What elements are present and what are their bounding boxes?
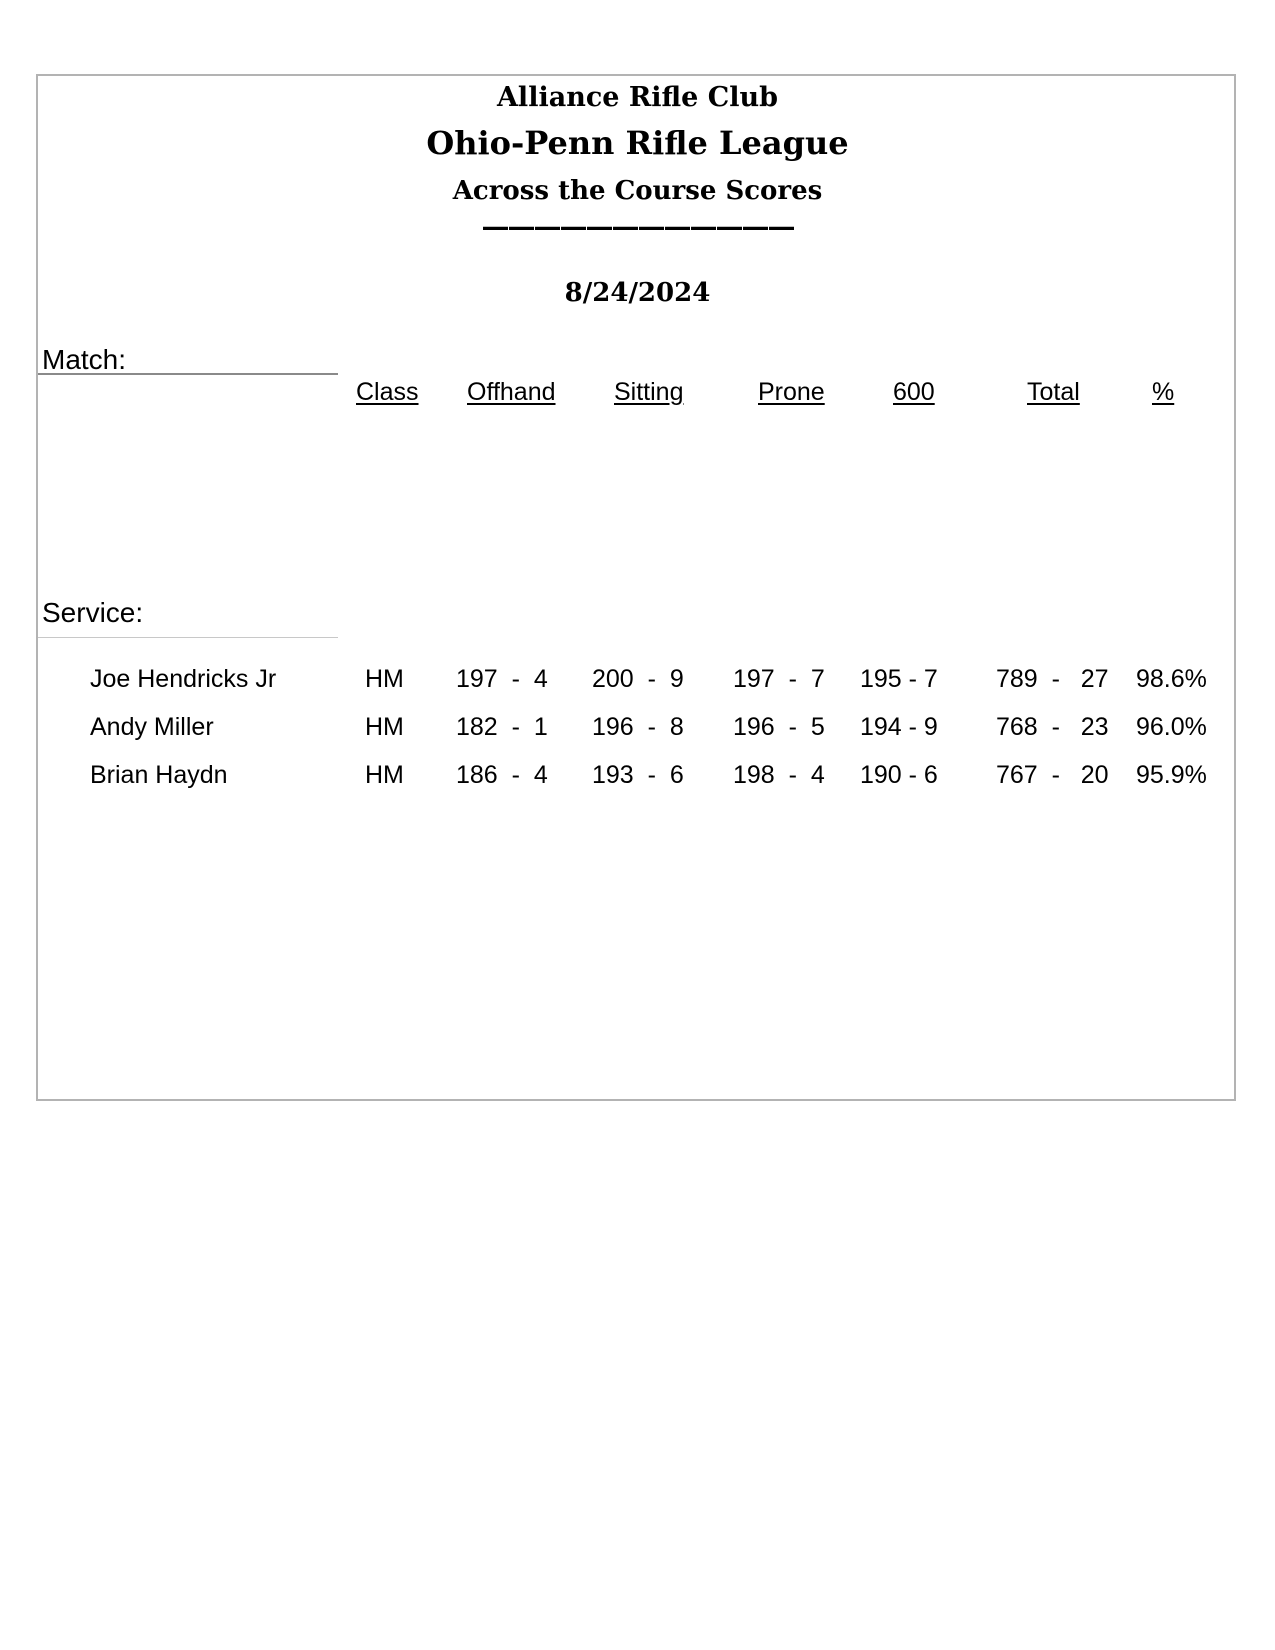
column-header-class: Class [356, 378, 419, 406]
percent-score: 96.0% [1136, 713, 1207, 741]
match-date: 8/24/2024 [564, 278, 711, 308]
shooter-name: Brian Haydn [90, 761, 228, 789]
column-header-total: Total [1027, 378, 1080, 406]
sitting-score: 196 - 8 [592, 713, 684, 741]
percent-score: 98.6% [1136, 665, 1207, 693]
600-score: 195 - 7 [860, 665, 938, 693]
shooter-class: HM [365, 713, 404, 741]
column-header-percent: % [1152, 378, 1175, 406]
sitting-score: 193 - 6 [592, 761, 684, 789]
league-title: Ohio-Penn Rifle League [426, 124, 849, 162]
total-score: 767 - 20 [996, 761, 1109, 789]
600-score: 190 - 6 [860, 761, 938, 789]
column-header-prone: Prone [758, 378, 825, 406]
service-section-rule [38, 637, 338, 638]
offhand-score: 186 - 4 [456, 761, 548, 789]
offhand-score: 197 - 4 [456, 665, 548, 693]
offhand-score: 182 - 1 [456, 713, 548, 741]
report-subtitle: Across the Course Scores [452, 176, 823, 206]
title-divider: ———————————— [481, 210, 794, 243]
total-score: 768 - 23 [996, 713, 1109, 741]
sitting-score: 200 - 9 [592, 665, 684, 693]
shooter-name: Joe Hendricks Jr [90, 665, 277, 693]
column-header-sitting: Sitting [614, 378, 684, 406]
600-score: 194 - 9 [860, 713, 938, 741]
match-section-label: Match: [42, 344, 127, 375]
column-header-600: 600 [893, 378, 935, 406]
prone-score: 197 - 7 [733, 665, 825, 693]
percent-score: 95.9% [1136, 761, 1207, 789]
shooter-class: HM [365, 665, 404, 693]
service-section-label: Service: [42, 597, 144, 628]
club-title: Alliance Rifle Club [496, 82, 779, 113]
prone-score: 198 - 4 [733, 761, 825, 789]
shooter-name: Andy Miller [90, 713, 214, 741]
prone-score: 196 - 5 [733, 713, 825, 741]
total-score: 789 - 27 [996, 665, 1109, 693]
column-header-offhand: Offhand [467, 378, 556, 406]
shooter-class: HM [365, 761, 404, 789]
match-section-rule [38, 373, 338, 375]
